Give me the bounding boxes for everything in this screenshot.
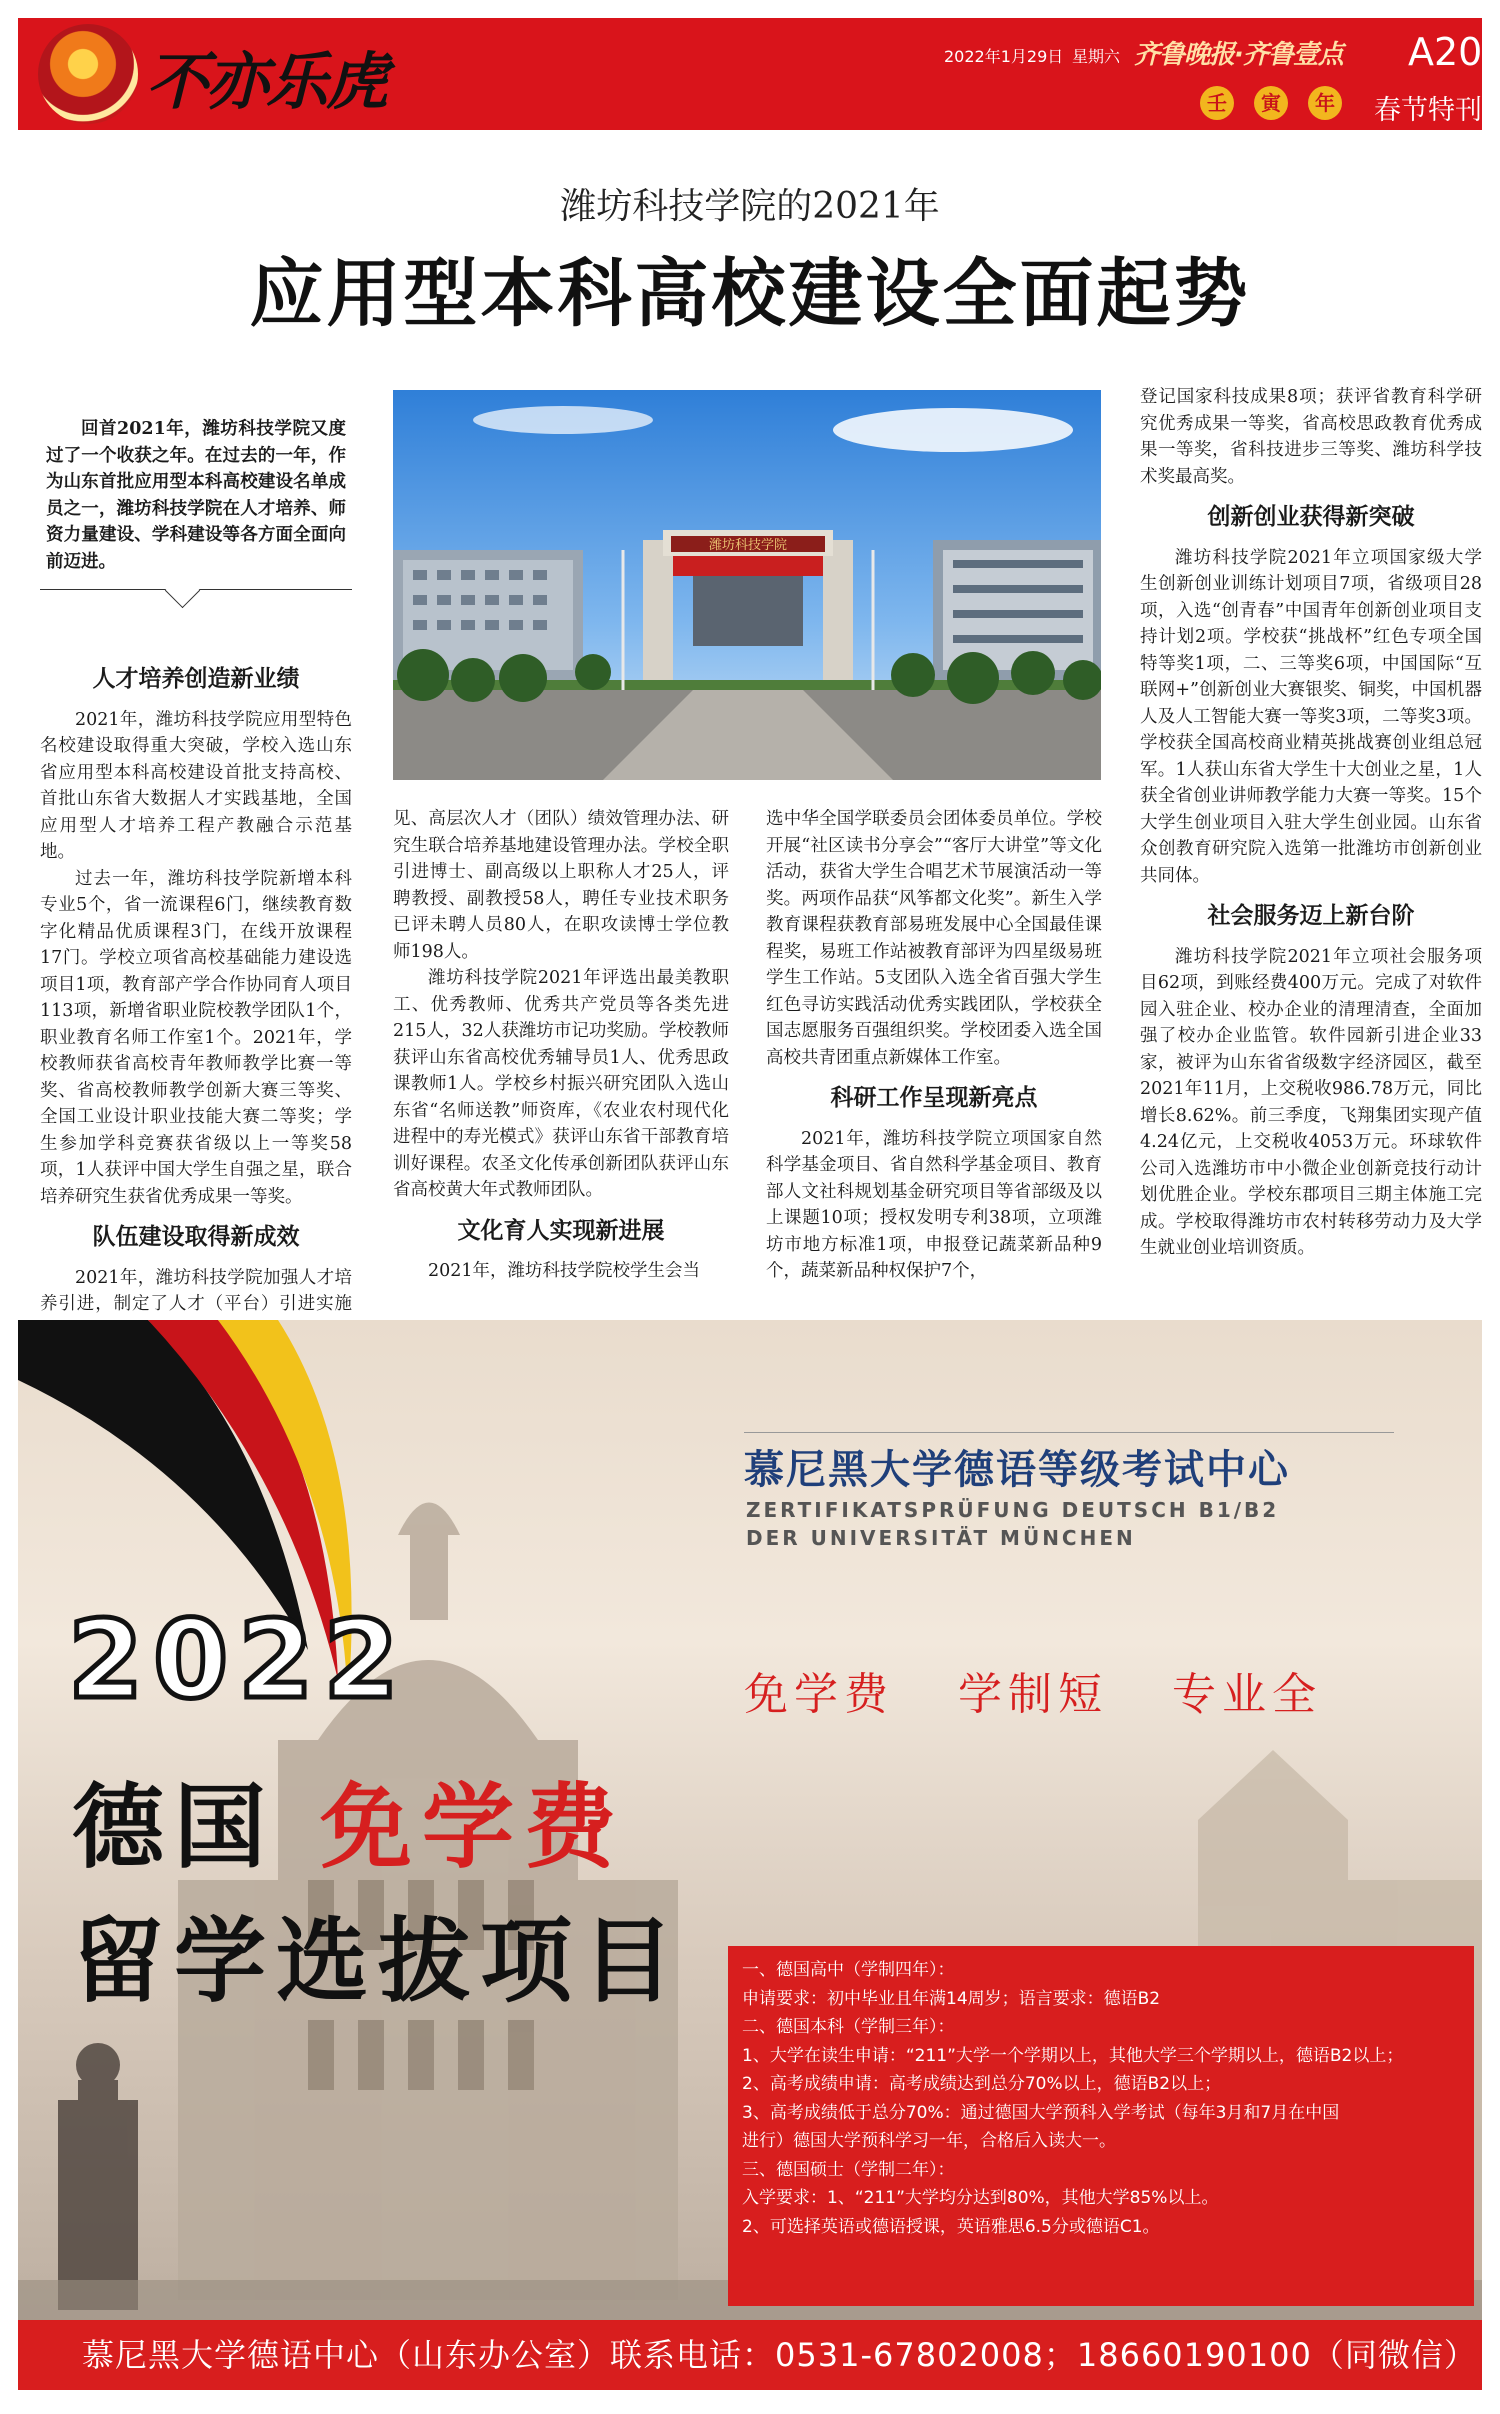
section-title: 文化育人实现新进展 bbox=[457, 1216, 665, 1244]
article-subtitle: 潍坊科技学院的2021年 bbox=[560, 186, 940, 227]
ad-slogans bbox=[744, 1658, 1322, 1722]
newspaper-brand: 齐鲁晚报·齐鲁壹点 bbox=[1134, 40, 1343, 70]
article-column-2 bbox=[393, 806, 729, 1285]
detail-line: 2、高考成绩申请：高考成绩达到总分70%以上，德语B2以上； bbox=[742, 2074, 1222, 2094]
section-title: 人才培养创造新业绩 bbox=[92, 665, 300, 692]
article-title: 应用型本科高校建设全面起势 bbox=[249, 251, 1251, 337]
page-header bbox=[18, 18, 1482, 130]
section-title: 队伍建设取得新成效 bbox=[92, 1223, 300, 1250]
paragraph: 见、高层次人才（团队）绩效管理办法、研究生联合培养基地建设管理办法。学校全职引进博士、副高级以上职称人才25人，评聘教授、副教授58人，聘任专业技术职务已评未聘人员80人，在职攻读博士学位教师198人。 bbox=[393, 809, 729, 962]
year-char: 壬 bbox=[1200, 86, 1234, 120]
contact-footer: 慕尼黑大学德语中心（山东办公室）联系电话：0531-67802008；18660190100（同微信） bbox=[18, 2320, 1482, 2390]
lion-mascot-icon bbox=[38, 24, 138, 124]
paragraph: 2021年，潍坊科技学院应用型特色名校建设取得重大突破，学校入选山东省应用型本科高校建设首批支持高校、首批山东省大数据人才实践基地，全国应用型人才培养工程产教融合示范基地。 bbox=[40, 709, 352, 862]
intro-text: 回首2021年，潍坊科技学院又度过了一个收获之年。在过去的一年，作为山东首批应用型本科高校建设名单成员之一，潍坊科技学院在人才培养、师资力量建设、学科建设等各方面全面向前迈进。 bbox=[46, 419, 346, 572]
headline-free-tuition: 免学费 bbox=[320, 1774, 627, 1881]
detail-line: 3、高考成绩低于总分70%：通过德国大学预科入学考试（每年3月和7月在中国 bbox=[742, 2102, 1340, 2123]
year-char: 寅 bbox=[1254, 86, 1288, 120]
ad-title-rule bbox=[744, 1432, 1394, 1433]
detail-line: 三、德国硕士（学制二年）： bbox=[742, 2159, 955, 2180]
ad-title-german-2: DER UNIVERSITÄT MÜNCHEN bbox=[746, 1526, 1136, 1550]
program-details-box bbox=[728, 1946, 1474, 2306]
slogan: 学制短 bbox=[958, 1669, 1108, 1720]
detail-line: 2、可选择英语或德语授课，英语雅思6.5分或德语C1。 bbox=[742, 2216, 1160, 2237]
detail-line: 进行）德国大学预科学习一年，合格后入读大一。 bbox=[742, 2131, 1116, 2151]
section-title: 创新创业获得新突破 bbox=[1207, 503, 1415, 530]
paragraph: 潍坊科技学院2021年立项国家级大学生创新创业训练计划项目7项，省级项目28项，入选“创青春”中国青年创新创业项目支持计划2项。学校获“挑战杯”红色专项全国特等奖1项，二、三等奖6项，中国国际“互联网+”创新创业大赛银奖、铜奖，中国机器人及人工智能大赛一等奖3项，二等奖3项。学校获全国高校商业精英挑战赛创业组总冠军。1人获山东省大学生十大创业之星，1人获全省创业讲师教学能力大赛一等奖。15个大学生创业项目入驻大学生创业园。山东省众创教育研究院入选第一批潍坊市创新创业共同体。 bbox=[1140, 547, 1482, 886]
paragraph: 潍坊科技学院2021年评选出最美教职工、优秀教师、优秀共产党员等各类先进215人，32人获潍坊市记功奖励。学校教师获评山东省高校优秀辅导员1人、优秀思政课教师1人。学校乡村振兴研究团队入选山东省“名师送教”师资库，《农业农村现代化进程中的寿光模式》获评山东省干部教育培训好课程。农圣文化传承创新团队获评山东省高校黄大年式教师团队。 bbox=[393, 968, 729, 1200]
paragraph: 登记国家科技成果8项；获评省教育科学研究优秀成果一等奖，省高校思政教育优秀成果一等奖，省科技进步三等奖、潍坊科学技术奖最高奖。 bbox=[1140, 387, 1482, 487]
paragraph: 2021年，潍坊科技学院立项国家自然科学基金项目、省自然科学基金项目、教育部人文社科规划基金研究项目等省部级及以上课题10项；授权发明专利38项，立项潍坊市地方标准1项，申报登记蔬菜新品种9个，蔬菜新品种权保护7个， bbox=[766, 1128, 1102, 1281]
ad-headline-line-2 bbox=[72, 1754, 626, 1886]
section-title: 科研工作呈现新亮点 bbox=[830, 1084, 1038, 1111]
detail-line: 申请要求：初中毕业且年满14周岁；语言要求：德语B2 bbox=[742, 1988, 1161, 2009]
article-column-3 bbox=[766, 806, 1102, 1285]
special-issue-label: 春节特刊 bbox=[1374, 95, 1482, 126]
page-number: A20 bbox=[1408, 30, 1483, 74]
section-title: 社会服务迈上新台阶 bbox=[1207, 902, 1415, 929]
slogan: 专业全 bbox=[1172, 1669, 1322, 1720]
headline-germany: 德国 bbox=[72, 1774, 277, 1881]
slogan: 免学费 bbox=[744, 1669, 894, 1720]
issue-weekday: 星期六 bbox=[1072, 47, 1121, 66]
paragraph: 2021年，潍坊科技学院校学生会当 bbox=[428, 1261, 701, 1281]
paragraph: 过去一年，潍坊科技学院新增本科专业5个，省一流课程6门，继续教育数字化精品优质课程3门，在线开放课程17门。学校立项省高校基础能力建设选项目1项，教育部产学合作协同育人项目113项，新增省职业院校教学团队1个，职业教育名师工作室1个。2021年，学校教师获省高校青年教师教学比赛一等奖、省高校教师教学创新大赛三等奖、全国工业设计职业技能大赛二等奖；学生参加学科竞赛获省级以上一等奖58项，1人获评中国大学生自强之星，联合培养研究生获省优秀成果一等奖。 bbox=[40, 868, 352, 1207]
ad-title: 慕尼黑大学德语等级考试中心 bbox=[744, 1447, 1290, 1493]
paragraph: 2021年，潍坊科技学院加强人才培养引进，制定了人才（平台）引进实施 bbox=[40, 1267, 352, 1314]
ad-title-german-1: ZERTIFIKATSPRÜFUNG DEUTSCH B1/B2 bbox=[746, 1498, 1280, 1522]
detail-line: 入学要求：1、“211”大学均分达到80%，其他大学85%以上。 bbox=[742, 2188, 1219, 2208]
campus-photo bbox=[393, 390, 1101, 780]
gate-sign: 潍坊科技学院 bbox=[708, 538, 788, 553]
detail-line: 1、大学在读生申请：“211”大学一个学期以上，其他大学三个学期以上，德语B2以上； bbox=[742, 2045, 1404, 2066]
article-intro bbox=[40, 416, 352, 590]
ad-headline-line-3: 留学选拔项目 bbox=[72, 1908, 685, 2015]
ad-year: 2022 bbox=[68, 1598, 409, 1723]
detail-line: 二、德国本科（学制三年）： bbox=[742, 2017, 955, 2037]
article-column-4 bbox=[1140, 384, 1482, 1262]
detail-line: 一、德国高中（学制四年）： bbox=[742, 1960, 955, 1980]
paragraph: 选中华全国学联委员会团体委员单位。学校开展“社区读书分享会”“客厅大讲堂”等文化活动，获省大学生合唱艺术节展演活动一等奖。两项作品获“风筝都文化奖”。新生入学教育课程获教育部易班发展中心全国最佳课程奖，易班工作站被教育部评为四星级易班学生工作站。5支团队入选全省百强大学生红色寻访实践活动优秀实践团队，学校获全国志愿服务百强组织奖。学校团委入选全国高校共青团重点新媒体工作室。 bbox=[766, 809, 1102, 1068]
article-column-1 bbox=[40, 652, 352, 1344]
paragraph: 潍坊科技学院2021年立项社会服务项目62项，到账经费400万元。完成了对软件园入驻企业、校办企业的清理清查，全面加强了校办企业监管。软件园新引进企业33家，被评为山东省省级数字经济园区，截至2021年11月，上交税收986.78万元，同比增长8.62%。前三季度，飞翔集团实现产值4.24亿元，上交税收4053万元。环球软件公司入选潍坊市中小微企业创新竞技行动计划优胜企业。学校东郡项目三期主体施工完成。学校取得潍坊市农村转移劳动力及大学生就业创业培训资质。 bbox=[1140, 946, 1482, 1258]
campus-gate-illustration bbox=[393, 390, 1101, 780]
issue-date: 2022年1月29日 bbox=[944, 47, 1064, 66]
year-char: 年 bbox=[1308, 86, 1342, 120]
year-badges bbox=[1200, 86, 1342, 120]
header-title: 不亦乐虎 bbox=[146, 45, 387, 118]
study-in-germany-ad bbox=[18, 1320, 1482, 2390]
